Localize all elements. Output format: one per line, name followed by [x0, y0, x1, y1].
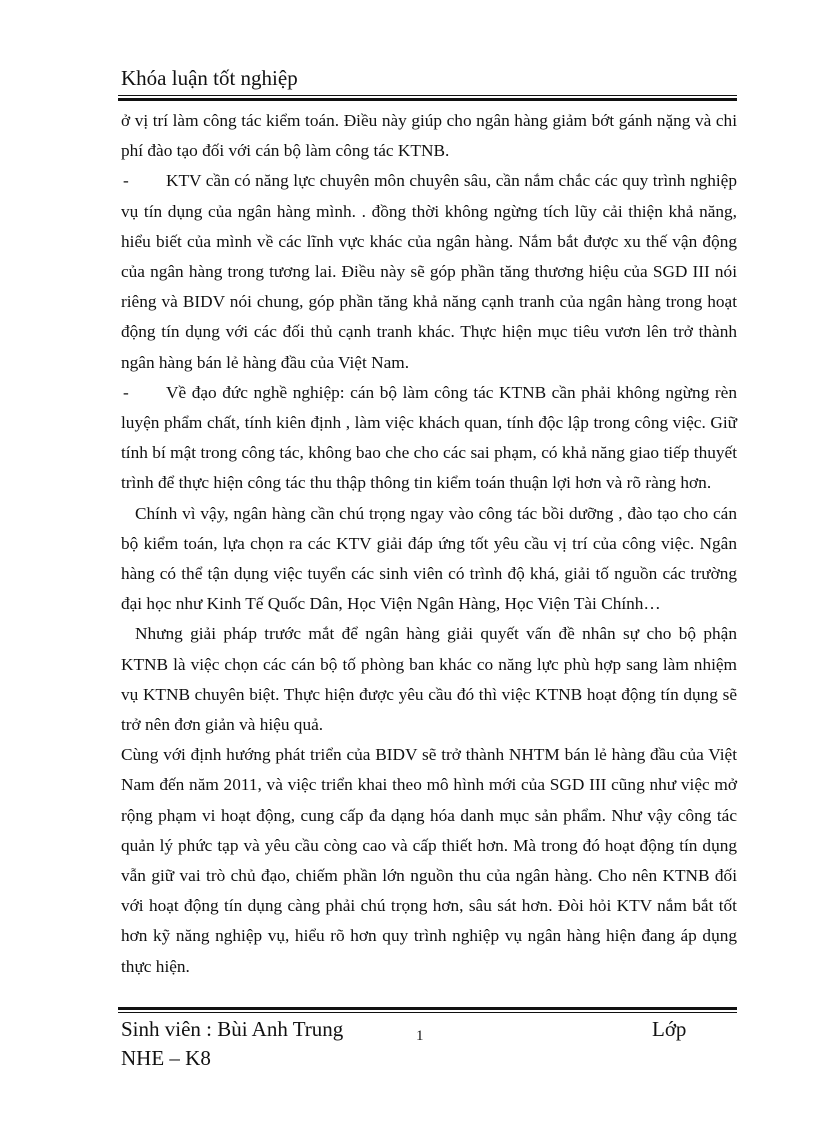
footer-student-info — [121, 1015, 343, 1073]
paragraph-intro: ở vị trí làm công tác kiểm toán. Điều này giúp cho ngân hàng giảm bớt gánh nặng và chi phí đào tạo đối với cán bộ làm công tác KTNB. — [121, 111, 737, 161]
footer-rule-thin — [118, 1012, 737, 1013]
bullet-marker: - — [123, 171, 129, 191]
footer-rule-thick — [118, 1007, 737, 1010]
bullet-text-competence: KTV cần có năng lực chuyên môn chuyên sâu, cần nắm chắc các quy trình nghiệp vụ tín dụng của ngân hàng mình. . đồng thời không ngừng tích lũy cải thiện khả năng, hiểu biết của mình về các lĩnh vực khác của ngân hàng. Nắm bắt được xu thế vận động của ngân hàng trong tương lai. Điều này sẽ góp phần tăng thương hiệu của SGD III nói riêng và BIDV nói chung, góp phần tăng khả năng cạnh tranh của ngân hàng trong hoạt động tín dụng với các đối thủ cạnh tranh khác. Thực hiện mục tiêu vươn lên trở thành ngân hàng bán lẻ hàng đầu của Việt Nam. — [121, 171, 737, 372]
paragraph-training: Chính vì vậy, ngân hàng cần chú trọng ngay vào công tác bồi dưỡng , đào tạo cho cán bộ kiểm toán, lựa chọn ra các KTV giải đáp ứng tốt yêu cầu vị trí của công việc. Ngân hàng có thể tận dụng việc tuyển các sinh viên có trình độ khá, giải tố nguồn các trường đại học như Kinh Tế Quốc Dân, Học Viện Ngân Hàng, Học Viện Tài Chính… — [121, 503, 737, 614]
page-header-title: Khóa luận tốt nghiệp — [121, 66, 298, 90]
footer-class-code: NHE – K8 — [121, 1046, 211, 1070]
bullet-text-ethics: Về đạo đức nghề nghiệp: cán bộ làm công tác KTNB cần phải không ngừng rèn luyện phẩm chất, tính kiên định , làm việc khách quan, tính độc lập trong công việc. Giữ tính bí mật trong công tác, không bao che cho các sai phạm, có khả năng giao tiếp thuyết trình để thực hiện công tác thu thập thông tin kiểm toán thuận lợi hơn và rõ ràng hơn. — [121, 382, 737, 493]
header-rule-thin — [118, 95, 737, 96]
document-body — [121, 106, 737, 982]
paragraph-orientation: Cùng với định hướng phát triển của BIDV sẽ trở thành NHTM bán lẻ hàng đầu của Việt Nam đến năm 2011, và việc triển khai theo mô hình mới của SGD III cũng như việc mở rộng phạm vi hoạt động, cung cấp đa dạng hóa danh mục sản phẩm. Như vậy công tác quản lý phức tạp và yêu cầu còng cao và cấp thiết hơn. Mà trong đó hoạt động tín dụng vẫn giữ vai trò chủ đạo, chiếm phần lớn nguồn thu của ngân hàng. Cho nên KTNB đối với hoạt động tín dụng càng phải chú trọng hơn, sâu sát hơn. Đòi hỏi KTV nắm bắt tốt hơn kỹ năng nghiệp vụ, hiểu rõ hơn quy trình nghiệp vụ ngân hàng hiện đang áp dụng thực hiện. — [121, 745, 737, 976]
bullet-marker: - — [123, 382, 129, 402]
bullet-paragraph-ethics — [121, 378, 737, 499]
header-rule-thick — [118, 98, 737, 101]
bullet-paragraph-competence — [121, 166, 737, 377]
footer-student-name: Sinh viên : Bùi Anh Trung — [121, 1017, 344, 1041]
paragraph-staffing: Nhưng giải pháp trước mắt để ngân hàng giải quyết vấn đề nhân sự cho bộ phận KTNB là việc chọn các cán bộ tố phòng ban khác co năng lực phù hợp sang làm nhiệm vụ KTNB chuyên biệt. Thực hiện được yêu cầu đó thì việc KTNB hoạt động tín dụng sẽ trở nên đơn giản và hiệu quả. — [121, 624, 737, 735]
footer-class-label: Lớp — [652, 1017, 687, 1041]
page-number: 1 — [416, 1028, 424, 1044]
